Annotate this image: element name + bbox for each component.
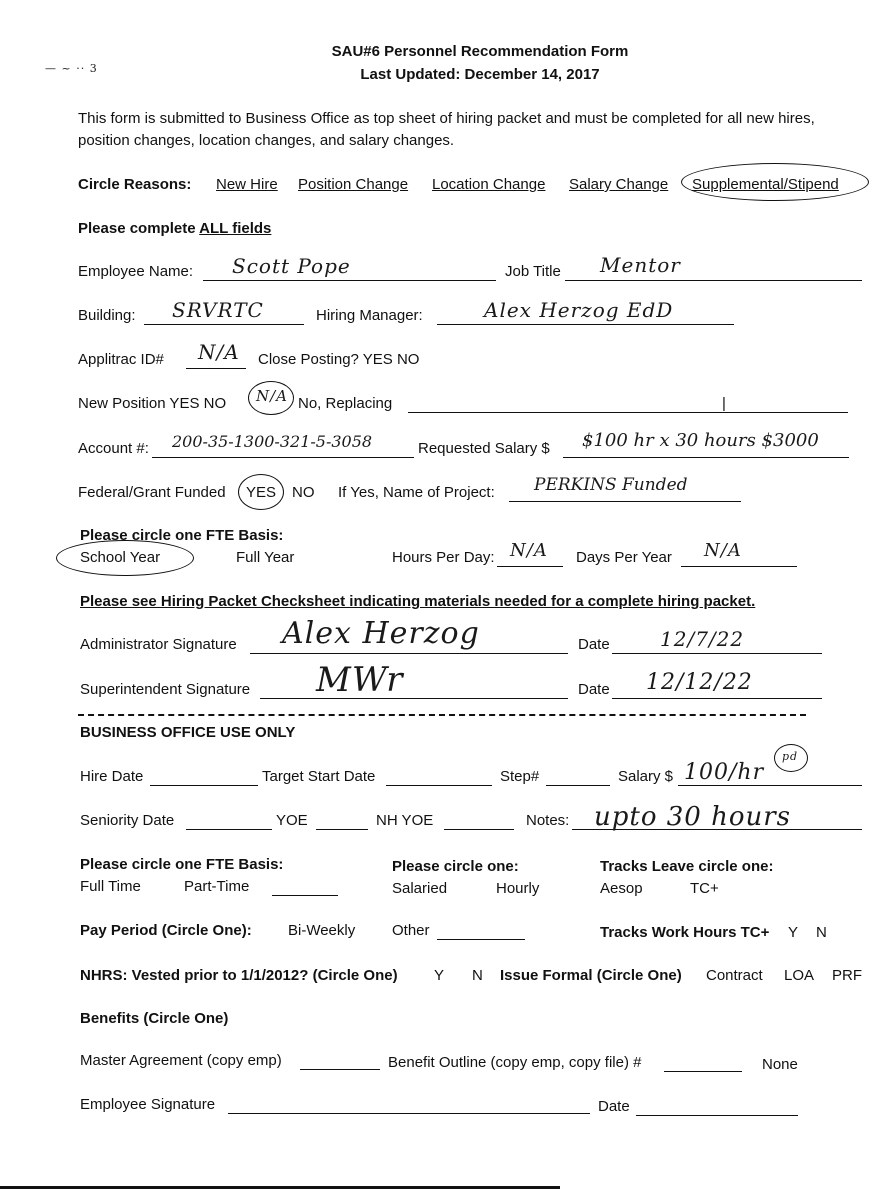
employee-date-line (636, 1115, 798, 1116)
notes-label: Notes: (526, 812, 570, 829)
tracks-leave-label: Tracks Leave circle one: (600, 858, 774, 875)
hire-date-line (150, 785, 258, 786)
federal-no[interactable]: NO (292, 484, 315, 501)
intro-line-2: position changes, location changes, and salary changes. (78, 132, 455, 149)
seniority-date-line (186, 829, 272, 830)
biweekly-option[interactable]: Bi-Weekly (288, 922, 356, 939)
replacing-label: No, Replacing (298, 395, 393, 412)
salary-value[interactable]: 100/hr (684, 760, 765, 785)
hours-per-day-line (497, 566, 563, 567)
nh-yoe-line (444, 829, 514, 830)
account-label: Account #: (78, 440, 149, 457)
building-value[interactable]: SRVRTC (172, 298, 264, 322)
aesop-option[interactable]: Aesop (600, 880, 643, 897)
employee-signature-line (228, 1113, 590, 1114)
nh-yoe-label: NH YOE (376, 812, 434, 829)
nhrs-label: NHRS: Vested prior to 1/1/2012? (Circle One) (80, 967, 398, 984)
target-start-label: Target Start Date (262, 768, 376, 785)
close-posting-label[interactable]: Close Posting? YES NO (258, 351, 420, 368)
corner-mark: — ~ ·· 3 (45, 62, 98, 75)
federal-yes[interactable]: YES (246, 484, 277, 501)
tc-plus-option[interactable]: TC+ (690, 880, 719, 897)
complete-all: ALL fields (199, 220, 272, 237)
part-time-option[interactable]: Part-Time (184, 878, 250, 895)
hiring-manager-value[interactable]: Alex Herzog EdD (484, 298, 674, 322)
account-line (152, 457, 414, 458)
applitrac-line (186, 368, 246, 369)
applitrac-value[interactable]: N/A (198, 340, 240, 364)
yoe-line (316, 829, 368, 830)
tracks-work-n[interactable]: N (816, 924, 827, 941)
days-per-year-label: Days Per Year (576, 549, 672, 566)
building-line (144, 324, 304, 325)
federal-label: Federal/Grant Funded (78, 484, 226, 501)
new-position-mark: N/A (256, 387, 289, 405)
reason-new-hire[interactable]: New Hire (216, 176, 278, 193)
pay-period-label: Pay Period (Circle One): (80, 922, 252, 939)
project-value[interactable]: PERKINS Funded (534, 475, 688, 495)
admin-signature-label: Administrator Signature (80, 636, 237, 653)
circle-one-label: Please circle one: (392, 858, 519, 875)
salary-label: Salary $ (618, 768, 674, 785)
requested-salary-line (563, 457, 849, 458)
super-signature-line (260, 698, 568, 699)
fte-label: Please circle one FTE Basis: (80, 527, 284, 544)
benefits-label: Benefits (Circle One) (80, 1010, 229, 1027)
loa-option[interactable]: LOA (784, 967, 815, 984)
project-label: If Yes, Name of Project: (338, 484, 495, 501)
seniority-date-label: Seniority Date (80, 812, 175, 829)
salary-note-circle-mark (774, 744, 808, 772)
replacing-separator: | (722, 395, 726, 412)
benefit-outline-line (664, 1071, 742, 1072)
new-position-label[interactable]: New Position YES NO (78, 395, 227, 412)
salary-line (678, 785, 862, 786)
none-option[interactable]: None (762, 1056, 798, 1073)
nhrs-y[interactable]: Y (434, 967, 445, 984)
requested-salary-label: Requested Salary $ (418, 440, 550, 457)
reason-supplemental[interactable]: Supplemental/Stipend (692, 176, 839, 193)
intro-line-1: This form is submitted to Business Office as top sheet of hiring packet and must be completed for all new hires, (78, 110, 815, 127)
other-option[interactable]: Other (392, 922, 430, 939)
admin-date-label: Date (578, 636, 610, 653)
building-label: Building: (78, 307, 136, 324)
complete-prefix: Please complete (78, 220, 200, 237)
new-position-circle-mark (248, 381, 294, 415)
fte-school-year[interactable]: School Year (80, 549, 161, 566)
tracks-work-y[interactable]: Y (788, 924, 799, 941)
applitrac-label: Applitrac ID# (78, 351, 164, 368)
reasons-label: Circle Reasons: (78, 176, 192, 193)
complete-instruction (78, 220, 271, 237)
part-time-line (272, 895, 338, 896)
super-signature[interactable]: MWr (316, 660, 404, 700)
business-fte-label: Please circle one FTE Basis: (80, 856, 284, 873)
supplemental-circle-mark (681, 163, 869, 201)
step-label: Step# (500, 768, 540, 785)
benefit-outline-label: Benefit Outline (copy emp, copy file) # (388, 1054, 642, 1071)
super-signature-label: Superintendent Signature (80, 681, 251, 698)
prf-option[interactable]: PRF (832, 967, 862, 984)
checksheet-note: Please see Hiring Packet Checksheet indicating materials needed for a complete hiring packet. (80, 593, 756, 610)
job-title-line (565, 280, 862, 281)
super-date-label: Date (578, 681, 610, 698)
account-value[interactable]: 200-35-1300-321-5-3058 (172, 432, 373, 451)
replacing-line (408, 412, 848, 413)
form-title: SAU#6 Personnel Recommendation Form (331, 43, 629, 60)
super-date[interactable]: 12/12/22 (646, 670, 753, 695)
days-per-year-line (681, 566, 797, 567)
admin-signature[interactable]: Alex Herzog (282, 616, 480, 651)
hours-per-day-value[interactable]: N/A (510, 540, 548, 561)
reason-salary-change[interactable]: Salary Change (569, 176, 669, 193)
employee-name-line (203, 280, 496, 281)
employee-name-value[interactable]: Scott Pope (232, 254, 351, 278)
master-agreement-line (300, 1069, 380, 1070)
school-year-circle-mark (56, 540, 194, 576)
admin-signature-line (250, 653, 568, 654)
reason-position-change[interactable]: Position Change (298, 176, 409, 193)
fte-full-year[interactable]: Full Year (236, 549, 295, 566)
other-line (437, 939, 525, 940)
salaried-option[interactable]: Salaried (392, 880, 448, 897)
step-line (546, 785, 610, 786)
employee-signature-label: Employee Signature (80, 1096, 216, 1113)
business-office-title: BUSINESS OFFICE USE ONLY (80, 724, 296, 741)
admin-date[interactable]: 12/7/22 (660, 627, 745, 651)
super-date-line (612, 698, 822, 699)
reason-location-change[interactable]: Location Change (432, 176, 546, 193)
hiring-manager-label: Hiring Manager: (316, 307, 423, 324)
target-start-line (386, 785, 492, 786)
full-time-option[interactable]: Full Time (80, 878, 141, 895)
bottom-edge-line (0, 1186, 560, 1189)
employee-name-label: Employee Name: (78, 263, 194, 280)
requested-salary-value[interactable]: $100 hr x 30 hours $3000 (582, 430, 819, 451)
yoe-label: YOE (276, 812, 308, 829)
project-line (509, 501, 741, 502)
hours-per-day-label: Hours Per Day: (392, 549, 495, 566)
days-per-year-value[interactable]: N/A (704, 540, 742, 561)
contract-option[interactable]: Contract (706, 967, 763, 984)
tracks-work-label: Tracks Work Hours TC+ (600, 924, 770, 941)
hiring-manager-line (437, 324, 734, 325)
section-divider (78, 714, 806, 716)
hire-date-label: Hire Date (80, 768, 144, 785)
job-title-value[interactable]: Mentor (600, 253, 681, 277)
job-title-label: Job Title (505, 263, 561, 280)
federal-yes-circle-mark (238, 474, 284, 510)
notes-value[interactable]: upto 30 hours (594, 802, 792, 832)
master-agreement-label: Master Agreement (copy emp) (80, 1052, 282, 1069)
salary-note: pd (782, 750, 799, 763)
issue-formal-label: Issue Formal (Circle One) (500, 967, 682, 984)
employee-date-label: Date (598, 1098, 630, 1115)
hourly-option[interactable]: Hourly (496, 880, 540, 897)
last-updated: Last Updated: December 14, 2017 (360, 66, 600, 83)
admin-date-line (612, 653, 822, 654)
nhrs-n[interactable]: N (472, 967, 483, 984)
